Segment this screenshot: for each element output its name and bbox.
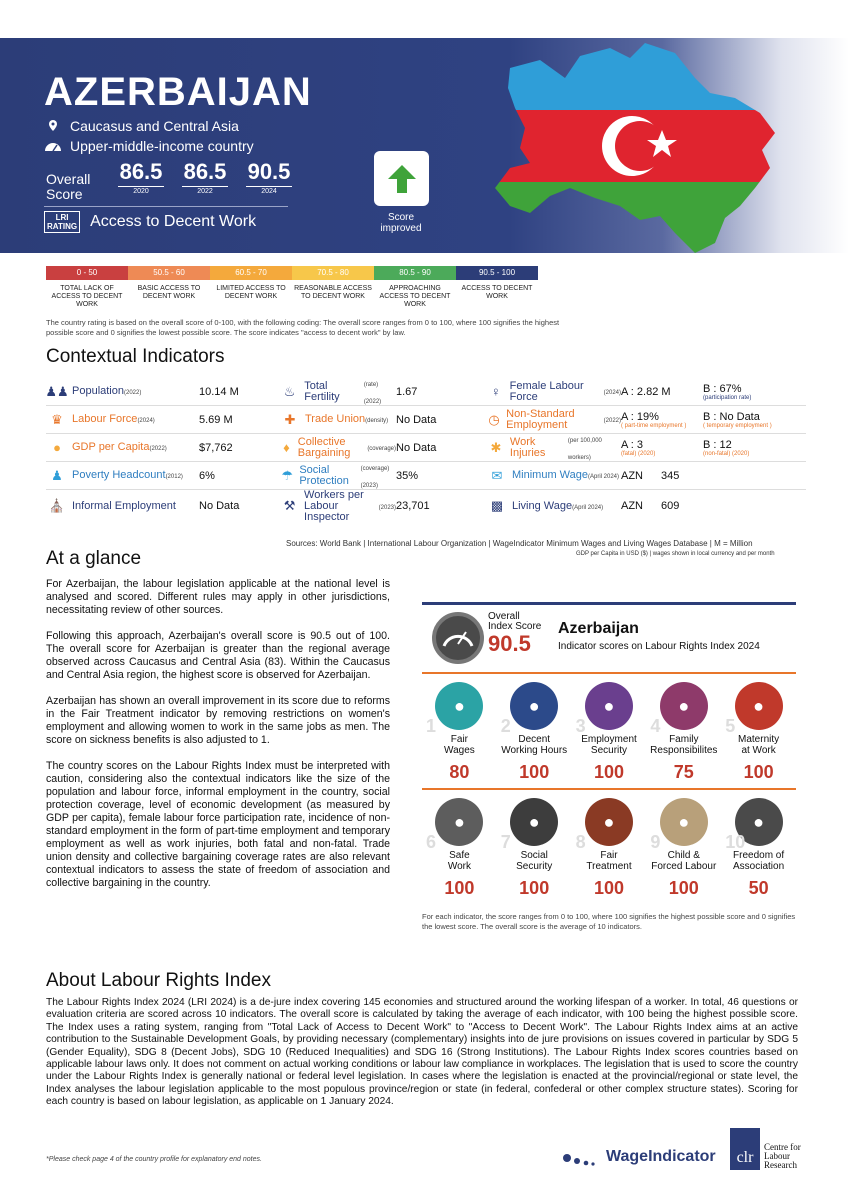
- indicator-child: [646, 798, 721, 899]
- hours-icon: ●: [510, 682, 558, 730]
- clock-icon: ◷: [488, 411, 500, 427]
- family-icon: ●: [660, 682, 708, 730]
- hands-icon: ●: [735, 798, 783, 846]
- worker-icon: ♛: [51, 411, 63, 427]
- indicator-score: 100: [743, 762, 774, 782]
- indicator-number: 2: [500, 716, 511, 736]
- indicator-score: 100: [668, 878, 699, 898]
- indicator-number: 6: [426, 832, 437, 852]
- score-improved-label: Score improved: [380, 212, 422, 234]
- legend-item: 70.5 - 80 REASONABLE ACCESS TO DECENT WORK: [292, 266, 374, 309]
- income-text: Upper-middle-income country: [70, 138, 254, 154]
- indicator-number: 3: [575, 716, 586, 736]
- indicator-row-2: [422, 798, 796, 899]
- indicator-score: 50: [748, 878, 769, 898]
- inspector-icon: ⚒: [283, 498, 296, 513]
- indicator-name: Safe Work: [447, 850, 471, 872]
- indicator-hours: [497, 682, 572, 783]
- indicator-family: [646, 682, 721, 783]
- table-row: ● GDP per Capita $_{(2022)}$ $7,762 ♦ Collective Bargaining $_{(coverage)}$ No Data ✱ Work Injuries $_{(per 100,000 workers)}$ A : 3 (fatal) (2020) B : 12 (non-fatal) (2020): [46, 434, 806, 462]
- sources-line-2: GDP per Capita in USD ($) | wages shown in local currency and per month: [576, 551, 775, 557]
- score-2022: 86.5 2022: [183, 159, 227, 195]
- indicator-row-1: [422, 682, 796, 783]
- indicator-name: Fair Wages: [444, 734, 475, 756]
- region-text: Caucasus and Central Asia: [70, 118, 239, 134]
- safe-work-icon: ●: [435, 798, 483, 846]
- child-icon: ●: [660, 798, 708, 846]
- indicator-name: Maternity at Work: [738, 734, 780, 756]
- money-icon: ▩: [490, 498, 504, 513]
- income-line: [44, 138, 254, 154]
- injury-icon: ✱: [490, 439, 502, 455]
- social-security-icon: ●: [510, 798, 558, 846]
- dots-icon: [562, 1148, 598, 1166]
- table-row: ♛ Labour Force $_{(2024)}$ 5.69 M ✚ Trade Union $_{(density)}$ No Data ◷ Non-Standard Employment $_{(2022)}$ A : 19% ( part-time employment ) B : No Data ( temporary employment ): [46, 406, 806, 434]
- panel-country: Azerbaijan: [558, 620, 639, 637]
- legend-item: 0 - 50 TOTAL LACK OF ACCESS TO DECENT WORK: [46, 266, 128, 309]
- indicator-number: 8: [575, 832, 586, 852]
- sources-line: Sources: World Bank | International Labour Organization | WageIndicator Minimum Wages and Living Wages Database | M = Million: [286, 539, 753, 548]
- wages-icon: ●: [435, 682, 483, 730]
- coins-icon: ●: [53, 440, 61, 455]
- poverty-icon: ♟: [51, 467, 63, 483]
- bottle-icon: ♨: [283, 383, 296, 399]
- contextual-title: Contextual Indicators: [46, 346, 225, 367]
- shop-icon: ⛪: [48, 498, 66, 513]
- overall-index-score: Overall Index Score 90.5: [488, 611, 542, 656]
- score-2020: 86.5 2020: [119, 159, 163, 195]
- indicator-number: 10: [725, 832, 746, 852]
- table-row: ♟ Poverty Headcount $_{(2012)}$ 6% ☂ Social Protection $_{(coverage) (2023)}$ 35% ✉ Minimum Wage $_{(April 2024)}$ AZN 345: [46, 462, 806, 490]
- indicator-number: 1: [426, 716, 437, 736]
- panel-note: For each indicator, the score ranges from 0 to 100, where 100 signifies the highest possible score and 0 signifies the lowest score. The overall score is the average of 10 indicators.: [422, 912, 796, 931]
- indicator-hands: [721, 798, 796, 899]
- scales-icon: ●: [585, 798, 633, 846]
- indicator-score: 100: [519, 762, 550, 782]
- indicator-score: 75: [673, 762, 694, 782]
- people-icon: ♟♟: [45, 383, 69, 399]
- indicator-score: 80: [449, 762, 470, 782]
- indicator-name: Social Security: [516, 850, 553, 872]
- about-text: The Labour Rights Index 2024 (LRI 2024) is a de-jure index covering 145 economies and structured around the working lifespan of a worker. In total, 46 questions or evaluation criteria are scored across 10 indicators. The overall score is calculated by taking the average of each indicator, with 100 being the highest possible score. The Index uses a rating system, ranging from "Total Lack of Access to Decent Work" to "Access to Decent Work". The Labour Rights Index aims at an active contribution to the Sustainable Development Goals, by providing necessary (complementary) insights into de jure provisions on issues covered in particular by SDG 5 (Gender Equality), SDG 8 (Decent Jobs), SDG 10 (Reduced Inequalities) and SDG 16 (Strong Institutions). The Labour Rights Index scores countries based on applicable labour laws only. It does not comment on actual working conditions or labour law compliance in workplaces. The legislation that is used to score the country under the Labour Rights Index is generally national or federal level legislation. In cases where the legislation is enacted at the provincial/regional or state level, the Index analyses the labour legislation applicable to the most populous province/region or state (in federal, confederal or other complex structure states). Scoring for each country is based on labour legislation, as applicable on 1 January 2024.: [46, 997, 798, 1108]
- indicator-name: Decent Working Hours: [501, 734, 568, 756]
- score-history: [118, 160, 292, 195]
- indicator-name: Employment Security: [581, 734, 637, 756]
- location-pin-icon: [44, 119, 62, 133]
- indicator-safe-work: [422, 798, 497, 899]
- legend-item: 80.5 - 90 APPROACHING ACCESS TO DECENT WORK: [374, 266, 456, 309]
- lri-rating: [44, 211, 256, 233]
- indicator-name: Family Responsibilites: [650, 734, 718, 756]
- arrow-up-icon: [385, 162, 419, 196]
- wageindicator-logo: WageIndicator: [562, 1148, 716, 1166]
- header-divider: [44, 206, 288, 207]
- about-title: About Labour Rights Index: [46, 970, 271, 991]
- protection-icon: ☂: [281, 467, 293, 483]
- indicator-score: 100: [593, 762, 625, 782]
- gauge-icon: [432, 612, 484, 664]
- indicator-scales: [572, 798, 647, 899]
- contextual-table: [46, 378, 806, 522]
- legend-item: 50.5 - 60 BASIC ACCESS TO DECENT WORK: [128, 266, 210, 309]
- legend-item: 60.5 - 70 LIMITED ACCESS TO DECENT WORK: [210, 266, 292, 309]
- panel-subtitle: Indicator scores on Labour Rights Index 2024: [558, 641, 760, 652]
- rating-text: Access to Decent Work: [90, 213, 257, 230]
- wage-icon: ✉: [491, 467, 503, 483]
- indicator-score: 100: [519, 878, 550, 898]
- indicator-wages: [422, 682, 497, 783]
- indicator-maternity: [721, 682, 796, 783]
- indicator-number: 7: [500, 832, 511, 852]
- female-workers-icon: ♀: [490, 384, 501, 399]
- indicator-score: 100: [593, 878, 625, 898]
- table-row: ♟♟ Population $_{(2022)}$ 10.14 M ♨ Total Fertility $_{(rate) (2022)}$ 1.67 ♀ Female Labour Force $_{(2024)}$ A : 2.82 M B : 67% (participation rate): [46, 378, 806, 406]
- maternity-icon: ●: [735, 682, 783, 730]
- indicator-social-security: [497, 798, 572, 899]
- indicator-number: 4: [650, 716, 661, 736]
- security-icon: ●: [585, 682, 633, 730]
- legend-item: 90.5 - 100 ACCESS TO DECENT WORK: [456, 266, 538, 309]
- indicator-name: Freedom of Association: [733, 850, 785, 872]
- rating-legend: [46, 266, 538, 309]
- azerbaijan-flag-map: [470, 38, 800, 253]
- country-name: AZERBAIJAN: [44, 70, 312, 114]
- indicator-panel: [422, 602, 796, 907]
- indicator-name: Child & Forced Labour: [651, 850, 717, 872]
- header-band: [0, 38, 849, 253]
- overall-score-label: Overall Score: [46, 171, 91, 202]
- clr-logo: clr Centre for Labour Research: [730, 1128, 801, 1170]
- region-line: [44, 118, 239, 134]
- lri-rating-logo: LRI RATING: [44, 211, 80, 233]
- union-icon: ✚: [284, 411, 296, 427]
- footer-note: *Please check page 4 of the country profile for explanatory end notes.: [46, 1156, 262, 1163]
- glance-text: For Azerbaijan, the labour legislation applicable at the national level is analysed and scored. Different rules may apply in other jurisdictions, necessitating review of other sources. Following this approach, Azerbaijan's overall score is 90.5 out of 100. The overall score for Azerbaijan is greater than the regional average observed across Caucasus and Central Asia (83). Within the Caucasus and Central Asia region, the highest score is observed for Azerbaijan. Azerbaijan has shown an overall improvement in its score due to reforms in the Fair Treatment indicator by removing restrictions on women's employment and allowing women to work in the same jobs as men. The score on sickness benefits is also adjusted to 1. The country scores on the Labour Rights Index must be interpreted with caution, considering also the contextual indicators like the size of the population and labour force, informal employment in the country, social protection coverage, level of economic development (as measured by GDP per capita), female labour force participation rate, incidence of non-standard employment in the form of part-time employment and temporary employment as well as work injuries, both fatal and non-fatal. Trade union density and collective bargaining coverage rates are also relevant contextual indicators to assess the state of freedom of association and collective bargaining in the country.: [46, 578, 390, 889]
- indicator-number: 9: [650, 832, 661, 852]
- score-improved-badge: [374, 151, 429, 206]
- score-2024: 90.5 2024: [247, 159, 291, 195]
- legend-note: The country rating is based on the overall score of 0-100, with the following coding: The overall score ranges from 0 to 100, where 100 signifies the highest possible score and 0 signifies the lowest possible score. The score indicates "access to decent work" by law.: [46, 318, 560, 337]
- indicator-security: [572, 682, 647, 783]
- table-row: ⛪ Informal Employment No Data ⚒ Workers per Labour Inspector $_{(2023)}$ 23,701 ▩ Living Wage $_{(April 2024)}$ AZN 609: [46, 490, 806, 522]
- income-icon: [44, 139, 62, 153]
- indicator-score: 100: [444, 878, 475, 898]
- glance-title: At a glance: [46, 548, 142, 569]
- bargaining-icon: ♦: [283, 440, 290, 455]
- indicator-number: 5: [725, 716, 736, 736]
- indicator-name: Fair Treatment: [586, 850, 632, 872]
